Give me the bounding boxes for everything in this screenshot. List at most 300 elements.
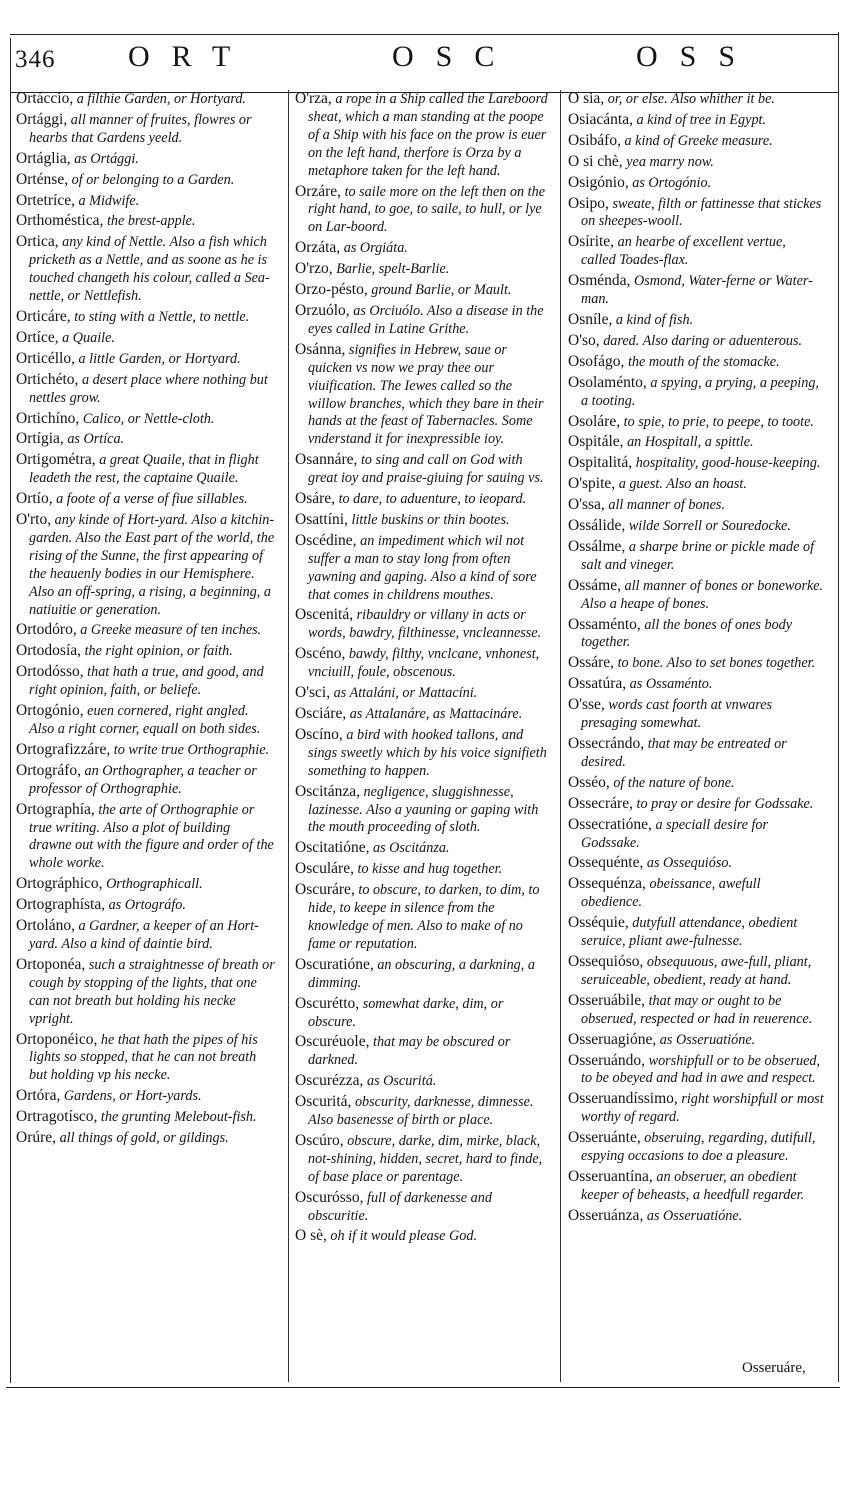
headword: Ossequénza, xyxy=(568,875,646,893)
headword: Ortoponéa, xyxy=(16,955,86,973)
headword: Oscuritá, xyxy=(295,1093,352,1111)
definition: to spie, to prie, to peepe, to toote. xyxy=(620,413,814,430)
dictionary-entry xyxy=(295,1132,553,1187)
headword: Ossáme, xyxy=(568,576,621,594)
definition: an Orthographer, a teacher or professor of Orthographie. xyxy=(29,762,257,797)
definition: right worshipfull or most worthy of regard. xyxy=(581,1091,824,1126)
headword: Osseruánza, xyxy=(568,1206,644,1224)
dictionary-entry xyxy=(16,371,276,408)
definition: that may be entreated or desired. xyxy=(581,736,787,770)
headword: Ossáre, xyxy=(568,654,615,672)
headword: Ossaménto, xyxy=(568,615,641,633)
dictionary-entry xyxy=(16,741,276,760)
definition: obseruing, regarding, dutifull, espying occasions to doe a pleasure. xyxy=(581,1130,816,1165)
definition: an obscuring, a darkning, a dimming. xyxy=(308,956,535,991)
definition: euen cornered, right angled. Also a right corner, equall on both sides. xyxy=(29,703,261,737)
dictionary-entry xyxy=(16,410,276,429)
headword: Osigónio, xyxy=(568,173,629,191)
headword: Oscitatióne, xyxy=(295,839,370,857)
headword: Osseruánte, xyxy=(568,1129,641,1147)
definition: to obscure, to darken, to dim, to hide, to keepe in silence from the knowledge of men. Also to make of no fame or reputation. xyxy=(308,882,540,952)
definition: as Ortográfo. xyxy=(105,897,186,914)
definition: bawdy, filthy, vnclcane, vnhonest, vnciuill, foule, obscenous. xyxy=(308,646,540,681)
headword: Oscurétto, xyxy=(295,994,360,1012)
dictionary-entry xyxy=(295,1189,553,1226)
definition: as Ossaménto. xyxy=(626,676,713,693)
guide-word-center: OSC xyxy=(392,40,517,73)
dictionary-entry xyxy=(568,174,824,193)
dictionary-entry xyxy=(16,702,276,739)
headword: Osseruándo, xyxy=(568,1051,646,1069)
headword: O'ssa, xyxy=(568,496,605,514)
definition: dutyfull attendance, obedient seruice, pliant awe-fulnesse. xyxy=(581,915,798,950)
dictionary-entry xyxy=(295,183,553,238)
definition: full of darkenesse and obscuritie. xyxy=(308,1189,492,1224)
dictionary-entry xyxy=(16,642,276,661)
dictionary-entry xyxy=(295,705,553,724)
headword: Osséquie, xyxy=(568,914,629,932)
dictionary-entry xyxy=(16,192,276,211)
definition: ground Barlie, or Mault. xyxy=(367,282,512,299)
headword: Ossequióso, xyxy=(568,952,644,970)
headword: O'sse, xyxy=(568,696,605,714)
headword: Orzáta, xyxy=(295,239,341,257)
dictionary-entry xyxy=(568,1207,824,1226)
headword: Ortica, xyxy=(16,233,59,251)
headword: O sia, xyxy=(568,90,605,107)
running-header xyxy=(10,36,838,93)
dictionary-entry xyxy=(16,212,276,231)
headword: O'rza, xyxy=(295,90,332,107)
dictionary-entry xyxy=(16,1108,276,1127)
definition: to write true Orthographie. xyxy=(110,741,270,758)
dictionary-entry xyxy=(295,645,553,682)
definition: a Quaile. xyxy=(58,329,115,346)
headword: Osattíni, xyxy=(295,510,348,528)
headword: Orténse, xyxy=(16,170,69,188)
definition: any kind of Nettle. Also a fish which pricketh as a Nettle, and as soone as he is touched changeth his colour, called a Sea-nettle, or Nettlefish. xyxy=(29,234,270,305)
headword: Ortodóro, xyxy=(16,621,77,639)
dictionary-entry xyxy=(568,577,824,614)
headword: Orúre, xyxy=(16,1129,57,1147)
dictionary-entry xyxy=(16,490,276,509)
headword: Osseruandíssimo, xyxy=(568,1090,678,1108)
headword: Ortáccio, xyxy=(16,90,74,107)
dictionary-entry xyxy=(568,475,824,494)
dictionary-entry xyxy=(16,111,276,148)
dictionary-entry xyxy=(568,454,824,473)
headword: Osculáre, xyxy=(295,860,354,878)
headword: Osciáre, xyxy=(295,705,347,722)
dictionary-entry xyxy=(568,195,824,232)
definition: a kind of tree in Egypt. xyxy=(632,111,767,128)
headword: Oscúro, xyxy=(295,1131,344,1149)
definition: sweate, filth or fattinesse that stickes on sheepes-wooll. xyxy=(581,195,822,230)
dictionary-entry xyxy=(568,735,824,772)
definition: as Osseruatióne. xyxy=(656,1031,756,1048)
dictionary-entry xyxy=(295,1072,553,1091)
dictionary-entry xyxy=(568,433,824,452)
definition: a Greeke measure of ten inches. xyxy=(76,622,262,639)
catchword: Osseruáre, xyxy=(742,1360,806,1376)
dictionary-entry xyxy=(568,696,824,733)
dictionary-entry xyxy=(568,1168,824,1205)
definition: the arte of Orthographie or true writing. Also a plot of building drawne out with the figure and order of the whole worke. xyxy=(29,801,274,872)
dictionary-entry xyxy=(295,281,553,300)
dictionary-entry xyxy=(568,654,824,673)
headword: Ossálide, xyxy=(568,517,626,535)
definition: as Orgiáta. xyxy=(340,240,408,257)
dictionary-entry xyxy=(16,663,276,700)
definition: of the nature of bone. xyxy=(609,774,735,791)
definition: or, or else. Also whither it be. xyxy=(604,91,775,107)
headword: Orticéllo, xyxy=(16,349,75,367)
headword: Osofágo, xyxy=(568,352,625,370)
definition: ribauldry or villany in acts or words, bawdry, filthinesse, vncleannesse. xyxy=(308,607,542,642)
dictionary-entry xyxy=(568,992,824,1029)
definition: that may or ought to be obserued, respected or had in reuerence. xyxy=(581,992,813,1027)
headword: Orzáre, xyxy=(295,182,342,200)
definition: to sing and call on God with great ioy and praise-giuing for sauing vs. xyxy=(308,452,544,487)
headword: O'rto, xyxy=(16,511,52,529)
headword: Ortographísta, xyxy=(16,896,106,914)
dictionary-entry xyxy=(295,90,553,181)
dictionary-entry xyxy=(295,684,553,703)
definition: a spying, a prying, a peeping, a tooting. xyxy=(581,374,819,409)
dictionary-entry xyxy=(295,490,553,509)
definition: Calico, or Nettle-cloth. xyxy=(79,410,215,427)
headword: Osséo, xyxy=(568,773,610,791)
definition: Barlie, spelt-Barlie. xyxy=(332,261,450,278)
headword: Osseruábile, xyxy=(568,991,646,1009)
headword: Ortodósso, xyxy=(16,663,84,681)
guide-word-right: OSS xyxy=(636,40,758,73)
definition: wilde Sorrell or Souredocke. xyxy=(625,518,791,535)
definition: the mouth of the stomacke. xyxy=(624,353,780,370)
dictionary-entry xyxy=(568,1129,824,1166)
headword: Ossecrándo, xyxy=(568,735,645,752)
dictionary-entry xyxy=(568,233,824,270)
definition: Osmond, Water-ferne or Water-man. xyxy=(581,273,813,308)
headword: O sè, xyxy=(295,1227,327,1245)
dictionary-entry xyxy=(568,496,824,515)
right-rule xyxy=(838,32,839,1382)
headword: Osoláre, xyxy=(568,412,621,430)
definition: a bird with hooked tallons, and sings sweetly which by his voice signifieth something to happen. xyxy=(308,726,547,779)
dictionary-entry xyxy=(568,675,824,694)
headword: Ortográphico, xyxy=(16,875,103,893)
headword: Oscurósso, xyxy=(295,1188,364,1206)
dictionary-entry xyxy=(568,795,824,814)
definition: to saile more on the left then on the right hand, to goe, to saile, to hull, or lye on Lar-boord. xyxy=(308,183,546,236)
headword: Ortío, xyxy=(16,490,53,508)
headword: Ortígia, xyxy=(16,430,64,448)
definition: an obseruer, an obedient keeper of beheasts, a heedfull regarder. xyxy=(581,1168,805,1203)
headword: Oscurézza, xyxy=(295,1072,364,1090)
definition: negligence, sluggishnesse, lazinesse. Also a yauning or gaping with the mouth proceeding of sloth. xyxy=(308,783,539,836)
definition: such a straightnesse of breath or cough by stopping of the lights, that one can not breath but holding his necke vpright. xyxy=(29,956,275,1027)
headword: Osolaménto, xyxy=(568,373,647,391)
headword: Oscédine, xyxy=(295,531,357,549)
dictionary-entry xyxy=(568,914,824,951)
dictionary-entry xyxy=(16,90,276,109)
dictionary-entry xyxy=(16,430,276,449)
definition: signifies in Hebrew, saue or quicken vs now we pray thee our viuification. The Iewes called so the willow branches, which they bare in their hands at the feast of Tabernacles. Some vnderstand it for inexpressible ioy. xyxy=(308,341,544,448)
definition: of or belonging to a Garden. xyxy=(68,171,235,188)
dictionary-entry xyxy=(16,801,276,874)
dictionary-entry xyxy=(568,616,824,653)
headword: O'rzo, xyxy=(295,260,333,278)
headword: Ortíce, xyxy=(16,328,59,346)
dictionary-entry xyxy=(295,726,553,781)
headword: Osníle, xyxy=(568,310,613,328)
definition: to dare, to aduenture, to ieopard. xyxy=(335,491,527,508)
definition: obsequuous, awe-full, pliant, seruiceable, obedient, ready at hand. xyxy=(581,953,812,988)
dictionary-entry xyxy=(568,517,824,536)
headword: Ortogónio, xyxy=(16,702,84,720)
definition: to kisse and hug together. xyxy=(353,861,503,878)
dictionary-entry xyxy=(16,956,276,1029)
definition: as Ortággi. xyxy=(70,150,139,167)
headword: Osáre, xyxy=(295,490,336,508)
headword: Oscéno, xyxy=(295,645,346,663)
dictionary-entry xyxy=(295,341,553,449)
dictionary-entry xyxy=(16,1031,276,1086)
dictionary-entry xyxy=(16,233,276,306)
left-rule xyxy=(10,38,11,1383)
headword: Ortographía, xyxy=(16,800,95,818)
definition: as Oscitánza. xyxy=(369,840,450,857)
headword: Ortoláno, xyxy=(16,917,75,935)
dictionary-entry xyxy=(568,953,824,990)
definition: the right opinion, or faith. xyxy=(81,643,233,660)
dictionary-entry xyxy=(16,1129,276,1148)
headword: Ortággi, xyxy=(16,110,68,128)
headword: Orticáre, xyxy=(16,307,71,325)
headword: Oscíno, xyxy=(295,725,343,743)
headword: Ortóra, xyxy=(16,1087,61,1105)
dictionary-entry xyxy=(16,511,276,619)
headword: Ortodosía, xyxy=(16,642,82,660)
dictionary-entry xyxy=(295,239,553,258)
dictionary-entry xyxy=(568,413,824,432)
dictionary-entry xyxy=(568,774,824,793)
definition: a kind of fish. xyxy=(612,311,694,328)
headword: Osiacánta, xyxy=(568,110,633,128)
dictionary-entry xyxy=(16,896,276,915)
definition: a desert place where nothing but nettles grow. xyxy=(29,371,268,406)
definition: that may be obscured or darkned. xyxy=(308,1034,511,1069)
definition: any kinde of Hort-yard. Also a kitchin-garden. Also the East part of the world, the rising of the Sunne, the first appearing of the heauenly bodies in our Hemisphere. Also an off-spring, a rising, a beginning, a natiuitie or generation. xyxy=(29,512,275,618)
dictionary-entry xyxy=(568,111,824,130)
top-rule xyxy=(10,34,839,35)
definition: somewhat darke, dim, or obscure. xyxy=(308,995,504,1030)
dictionary-entry xyxy=(295,260,553,279)
dictionary-entry xyxy=(568,816,824,853)
page-number: 346 xyxy=(15,46,56,73)
definition: words cast foorth at vnwares presaging somewhat. xyxy=(581,697,773,732)
definition: a little Garden, or Hortyard. xyxy=(74,350,241,367)
definition: a great Quaile, that in flight leadeth the rest, the captaine Quaile. xyxy=(29,452,259,487)
dictionary-entry xyxy=(568,272,824,309)
definition: obscure, darke, dim, mirke, black, not-shining, hidden, secret, hard to finde, of base place or parentage. xyxy=(308,1132,543,1185)
definition: to pray or desire for Godssake. xyxy=(632,795,814,812)
headword: O'spite, xyxy=(568,475,616,493)
dictionary-entry xyxy=(16,762,276,799)
definition: a Gardner, a keeper of an Hort-yard. Also a kind of daintie bird. xyxy=(29,918,259,952)
headword: Ossálme, xyxy=(568,537,626,555)
dictionary-entry xyxy=(568,332,824,351)
dictionary-entry xyxy=(295,532,553,605)
dictionary-entry xyxy=(295,1227,553,1246)
dictionary-entry xyxy=(295,839,553,858)
dictionary-entry xyxy=(295,1093,553,1130)
headword: Osánna, xyxy=(295,340,346,358)
dictionary-entry xyxy=(16,171,276,190)
headword: Osírite, xyxy=(568,233,615,251)
headword: Oscuréuole, xyxy=(295,1033,370,1051)
dictionary-entry xyxy=(295,956,553,993)
definition: an Hospitall, a spittle. xyxy=(623,434,754,451)
dictionary-entry xyxy=(568,1031,824,1050)
headword: Osménda, xyxy=(568,272,631,290)
headword: Ospitále, xyxy=(568,433,624,451)
definition: as Orciuólo. Also a disease in the eyes called in Latine Grithe. xyxy=(308,302,544,337)
dictionary-entry xyxy=(295,860,553,879)
dictionary-entry xyxy=(295,1033,553,1070)
definition: as Ortíca. xyxy=(63,431,125,448)
headword: Ortragotísco, xyxy=(16,1108,98,1126)
headword: Ortichíno, xyxy=(16,409,80,427)
definition: that hath a true, and good, and right opinion, faith, or beliefe. xyxy=(29,664,264,699)
headword: Oscuratióne, xyxy=(295,955,374,973)
headword: Osibáfo, xyxy=(568,131,621,149)
definition: all manner of fruites, flowres or hearbs that Gardens yeeld. xyxy=(29,111,252,146)
definition: he that hath the pipes of his lights so stopped, that he can not breath but holding vp his necke. xyxy=(29,1031,258,1084)
dictionary-entry xyxy=(295,783,553,838)
definition: obscurity, darknesse, dimnesse. Also basenesse of birth or place. xyxy=(308,1094,534,1129)
column-separator xyxy=(560,90,561,1382)
dictionary-entry xyxy=(295,451,553,488)
headword: Ossecratióne, xyxy=(568,815,652,833)
headword: Ortetríce, xyxy=(16,191,75,209)
headword: Orthoméstica, xyxy=(16,212,104,230)
definition: a foote of a verse of fiue sillables. xyxy=(52,491,248,508)
dictionary-entry xyxy=(295,881,553,954)
definition: a kind of Greeke measure. xyxy=(620,132,773,149)
column-separator xyxy=(288,90,289,1382)
headword: Orzuólo, xyxy=(295,301,350,319)
definition: as Ossequióso. xyxy=(643,855,733,872)
column-center xyxy=(295,90,553,1248)
definition: a filthie Garden, or Hortyard. xyxy=(73,91,246,107)
definition: dared. Also daring or aduenterous. xyxy=(599,332,803,349)
dictionary-entry xyxy=(568,132,824,151)
definition: Gardens, or Hort-yards. xyxy=(60,1088,202,1105)
definition: little buskins or thin bootes. xyxy=(347,511,510,528)
definition: as Oscuritá. xyxy=(363,1073,437,1090)
definition: all manner of bones. xyxy=(604,497,726,514)
headword: Oscenitá, xyxy=(295,606,354,624)
headword: Ortográfo, xyxy=(16,761,81,779)
headword: Osannáre, xyxy=(295,451,358,469)
definition: an impediment which wil not suffer a man to stay long from often yawning and gaping. Also a kind of sore that comes in childrens mouthes. xyxy=(308,532,537,603)
definition: to sting with a Nettle, to nettle. xyxy=(70,308,250,325)
dictionary-entry xyxy=(568,153,824,172)
definition: a speciall desire for Godssake. xyxy=(581,816,769,851)
definition: yea marry now. xyxy=(622,153,714,170)
definition: a sharpe brine or pickle made of salt and vineger. xyxy=(581,538,815,573)
definition: a guest. Also an hoast. xyxy=(615,476,747,493)
headword: Ortoponéico, xyxy=(16,1030,98,1048)
headword: Ossecráre, xyxy=(568,794,633,812)
definition: worshipfull or to be obserued, to be obeyed and had in awe and respect. xyxy=(581,1052,821,1087)
headword: O'sci, xyxy=(295,684,331,702)
definition: a Midwife. xyxy=(74,192,140,209)
dictionary-entry xyxy=(568,1090,824,1127)
dictionary-entry xyxy=(568,854,824,873)
column-right xyxy=(568,90,824,1228)
headword: Ortichéto, xyxy=(16,370,79,388)
headword: Ortografizzáre, xyxy=(16,740,111,758)
dictionary-entry xyxy=(295,995,553,1032)
dictionary-entry xyxy=(568,353,824,372)
dictionary-entry xyxy=(16,308,276,327)
headword: O si chè, xyxy=(568,152,623,170)
column-left xyxy=(16,90,276,1150)
guide-word-left: ORT xyxy=(128,40,253,73)
definition: as Attalanáre, as Mattacináre. xyxy=(346,706,523,722)
definition: obeissance, awefull obedience. xyxy=(581,876,761,911)
headword: Ortigométra, xyxy=(16,451,96,469)
dictionary-entry xyxy=(568,374,824,411)
headword: Oscitánza, xyxy=(295,782,360,800)
definition: the grunting Melebout-fish. xyxy=(97,1109,257,1126)
dictionary-entry xyxy=(16,875,276,894)
definition: Orthographicall. xyxy=(102,876,203,893)
dictionary-entry xyxy=(16,621,276,640)
dictionary-entry xyxy=(568,1052,824,1089)
definition: a rope in a Ship called the Lareboord sheat, which a man standing at the poope of a Ship with his face on the prow is euer on the left hand, therfore is Orza by a metaphore taken for the left hand. xyxy=(308,91,548,179)
headword: O'so, xyxy=(568,331,600,349)
dictionary-entry xyxy=(16,350,276,369)
bottom-rule xyxy=(6,1387,840,1388)
dictionary-entry xyxy=(568,875,824,912)
definition: as Osseruatióne. xyxy=(643,1207,743,1224)
dictionary-entry xyxy=(16,451,276,488)
dictionary-entry xyxy=(16,329,276,348)
definition: hospitality, good-house-keeping. xyxy=(632,455,821,472)
headword: Osseruagióne, xyxy=(568,1030,657,1048)
headword: Orzo-pésto, xyxy=(295,281,368,299)
dictionary-entry xyxy=(295,302,553,339)
definition: all manner of bones or boneworke. Also a heape of bones. xyxy=(581,577,824,612)
headword: Ossequénte, xyxy=(568,854,644,872)
headword: Osipo, xyxy=(568,194,609,212)
headword: Ospitalitá, xyxy=(568,454,633,472)
definition: oh if it would please God. xyxy=(326,1228,478,1245)
dictionary-entry xyxy=(295,606,553,643)
definition: to bone. Also to set bones together. xyxy=(614,655,816,672)
headword: Ossatúra, xyxy=(568,675,627,693)
headword: Oscuráre, xyxy=(295,881,355,899)
dictionary-entry xyxy=(16,1087,276,1106)
dictionary-entry xyxy=(16,150,276,169)
definition: as Attaláni, or Mattacíni. xyxy=(330,685,478,702)
dictionary-entry xyxy=(16,917,276,954)
definition: an hearbe of excellent vertue, called Toades-flax. xyxy=(581,234,786,269)
definition: as Ortogónio. xyxy=(628,174,712,191)
